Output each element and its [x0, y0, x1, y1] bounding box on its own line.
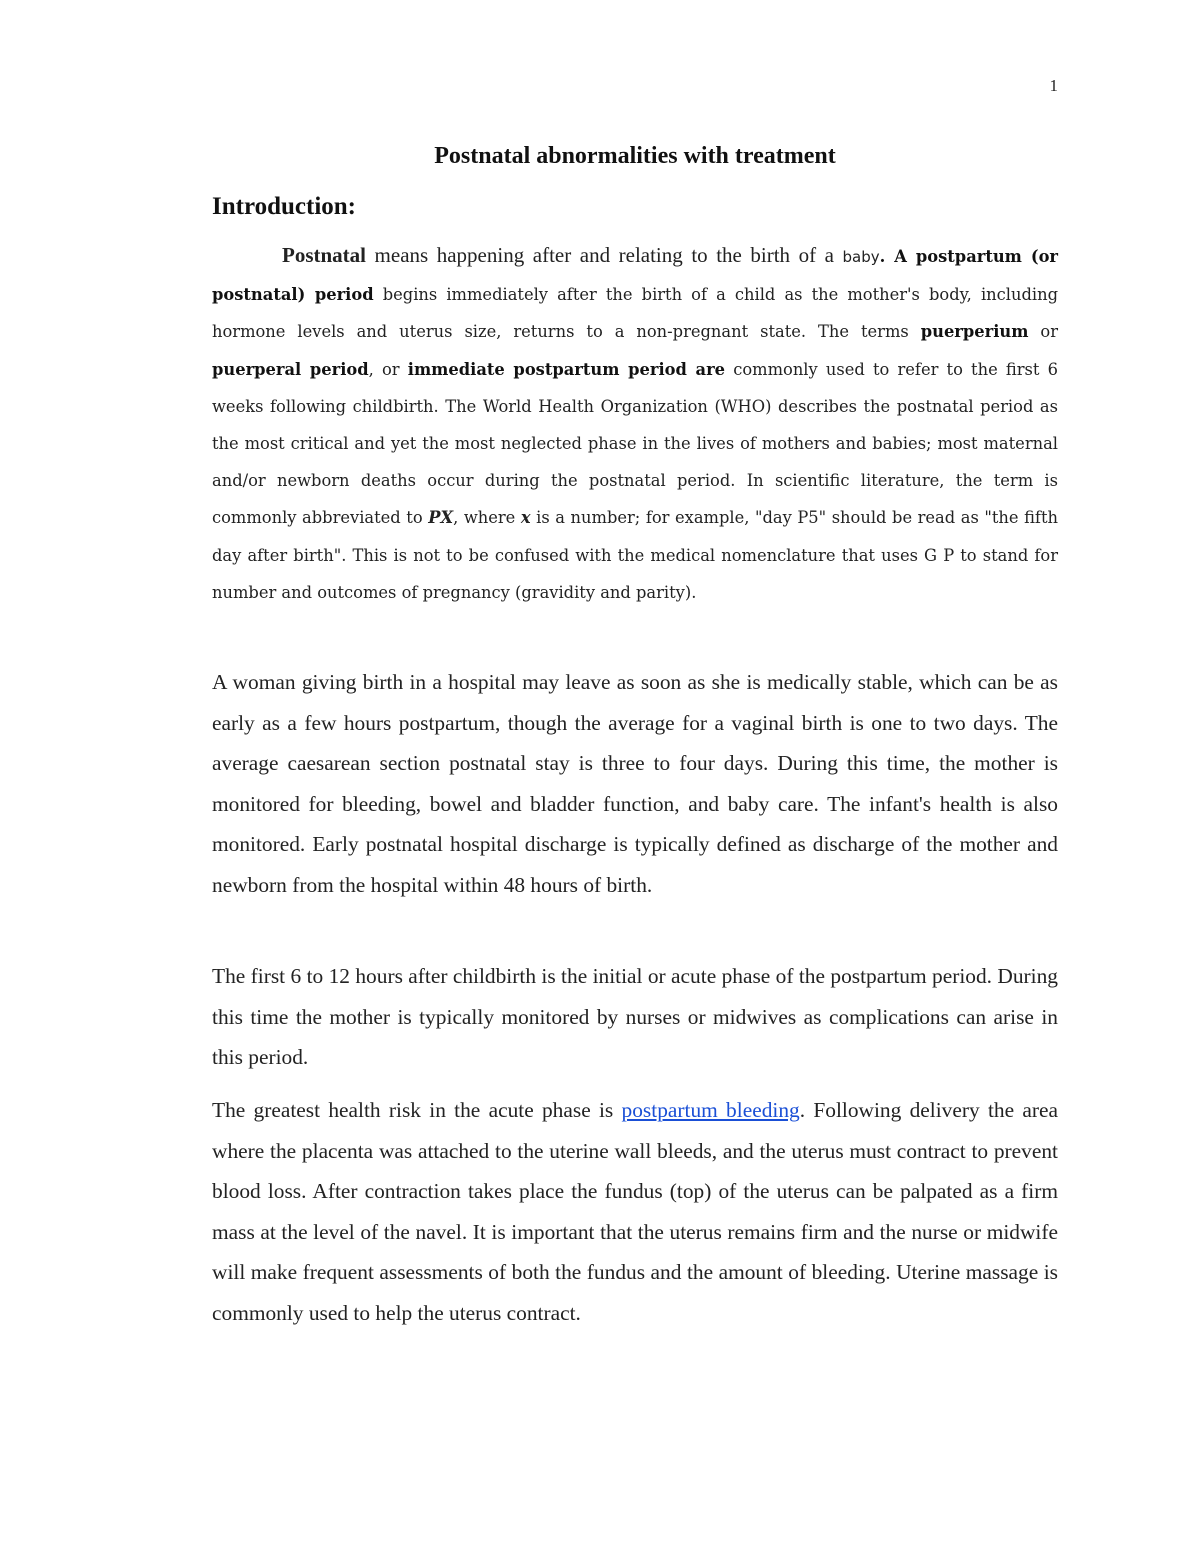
term-px: PX [428, 508, 454, 528]
term-puerperal-period: puerperal period [212, 359, 369, 379]
paragraph-bleeding [212, 1090, 1058, 1333]
paragraph-hospital-stay: A woman giving birth in a hospital may leave as soon as she is medically stable, which can be as early as a few hours postpartum, though the average for a vaginal birth is one to two days. The average caesarean section postnatal stay is three to four days. During this time, the mother is monitored for bleeding, bowel and bladder function, and baby care. The infant's health is also monitored. Early postnatal hospital discharge is typically defined as discharge of the mother and newborn from the hospital within 48 hours of birth. [212, 670, 1058, 897]
term-postpartum-period: A postpartum (or postnatal) period [212, 247, 1059, 305]
intro-or-2: , or [368, 359, 408, 379]
intro-or-1: or [1028, 322, 1059, 342]
intro-dot: . [879, 247, 895, 266]
term-puerperium: puerperium [920, 322, 1029, 342]
intro-text-2: commonly used to refer to the first 6 weeks following childbirth. The World Health Organization (WHO) describes the postnatal period as the most critical and yet the most neglected phase in the lives of mothers and babies; most maternal and/or newborn deaths occur during the postnatal period. In scientific literature, the term is commonly abbreviated to [212, 359, 1058, 528]
intro-text-1: begins immediately after the birth of a child as the mother's body, including hormone levels and uterus size, returns to a non-pregnant state. The terms [212, 285, 1058, 342]
intro-lead-text: means happening after and relating to the birth of a [366, 243, 843, 267]
intro-text-3: is a number; for example, "day P5" should be read as "the fifth day after birth". This is not to be confused with the medical nomenclature that uses G P to stand for number and outcomes of pregnancy (gravidity and parity). [212, 508, 1058, 602]
section-heading: Introduction: [212, 193, 357, 220]
link-postpartum-bleeding[interactable]: postpartum bleeding [621, 1098, 800, 1122]
bleeding-text-before: The greatest health risk in the acute phase is [212, 1098, 622, 1122]
term-baby: baby [842, 248, 880, 266]
term-x: x [520, 508, 531, 528]
term-postnatal: Postnatal [282, 243, 366, 267]
document-title: Postnatal abnormalities with treatment [434, 143, 836, 169]
paragraph-acute-phase: The first 6 to 12 hours after childbirth is the initial or acute phase of the postpartum period. During this time the mother is typically monitored by nurses or midwives as complications can arise in this period. [212, 964, 1058, 1069]
paragraph-intro [212, 237, 1058, 611]
term-immediate-postpartum: immediate postpartum period are [407, 359, 726, 379]
page-number: 1 [1049, 76, 1058, 95]
intro-where: , where [453, 508, 521, 528]
bleeding-text-after: . Following delivery the area where the placenta was attached to the uterine wall bleeds, and the uterus must contract to prevent blood loss. After contraction takes place the fundus (top) of the uterus can be palpated as a firm mass at the level of the navel. It is important that the uterus remains firm and the nurse or midwife will make frequent assessments of both the fundus and the amount of bleeding. Uterine massage is commonly used to help the uterus contract. [212, 1098, 1058, 1325]
